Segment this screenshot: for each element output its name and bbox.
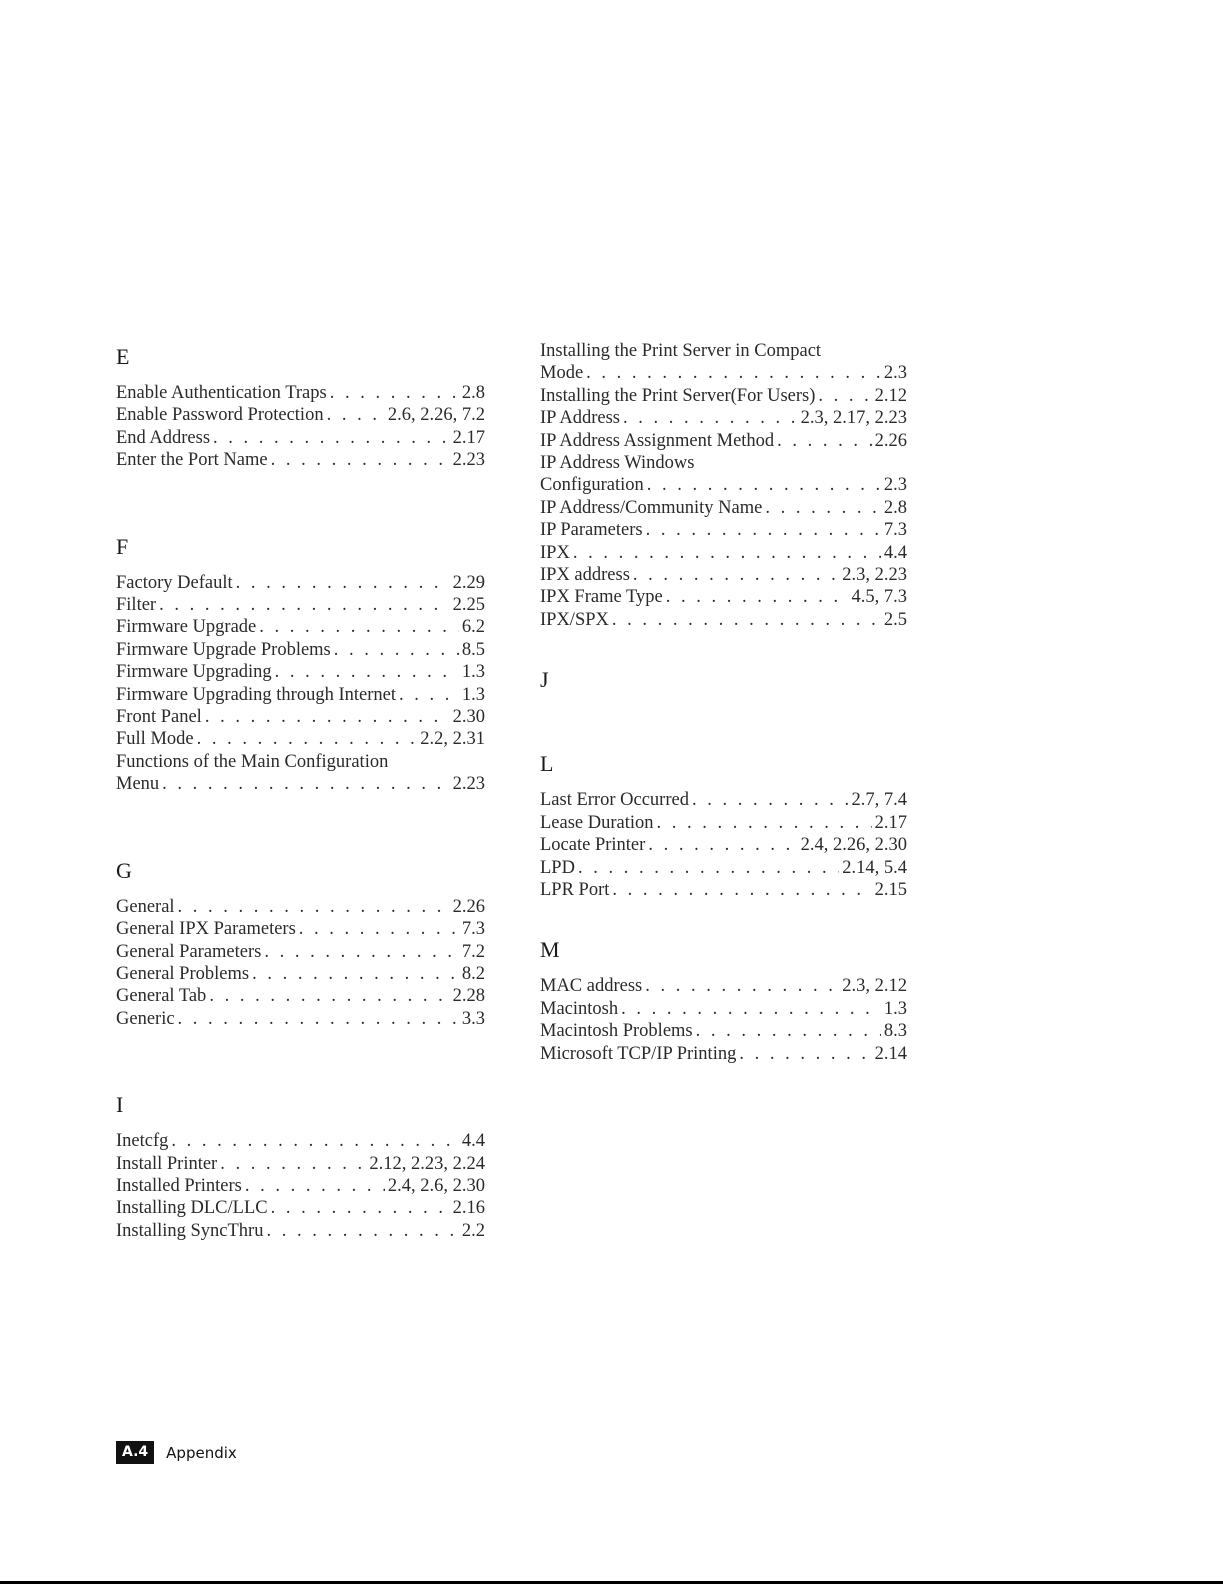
- index-entry-pages: 2.17: [874, 812, 907, 833]
- dot-leader: [818, 385, 871, 407]
- index-entry-line: [116, 616, 485, 638]
- index-entry-term: IP Address: [540, 408, 620, 429]
- index-entry-term: IPX Frame Type: [540, 587, 663, 608]
- index-entry: [116, 1130, 485, 1152]
- index-column-right: [540, 340, 907, 1065]
- dot-leader: [399, 684, 459, 706]
- dot-leader: [162, 773, 449, 795]
- index-entry-text-line: IP Address Windows: [540, 453, 695, 474]
- dot-leader: [696, 1020, 881, 1042]
- dot-leader: [299, 918, 459, 940]
- index-entry-line: [540, 564, 907, 586]
- index-entry-pages: 2.4, 2.26, 2.30: [800, 835, 907, 856]
- index-entry: [540, 998, 907, 1020]
- index-entry: [540, 609, 907, 631]
- index-letter-heading: L: [540, 751, 554, 777]
- index-entry-line: [540, 879, 907, 901]
- index-entry: [540, 430, 907, 452]
- index-letter-heading: G: [116, 857, 132, 883]
- index-entry-pages: 4.5, 7.3: [851, 587, 907, 608]
- index-entry: [116, 594, 485, 616]
- index-entry-pages: 2.5: [883, 609, 907, 630]
- index-entry-term: IP Address/Community Name: [540, 497, 763, 518]
- dot-leader: [213, 427, 450, 449]
- index-entry: [116, 1220, 485, 1242]
- index-entry-line: [116, 1153, 485, 1175]
- index-entry: [116, 449, 485, 471]
- index-entry: [540, 1043, 907, 1065]
- index-entry-pages: 8.2: [461, 963, 485, 984]
- index-entry-term: Configuration: [540, 475, 644, 496]
- index-entry: [540, 586, 907, 608]
- index-entry-term: Macintosh: [540, 998, 619, 1019]
- index-entry-pages: 2.6, 2.26, 7.2: [387, 405, 485, 426]
- dot-leader: [645, 975, 839, 997]
- index-entry-pages: 2.3, 2.23: [842, 565, 907, 586]
- index-entry-line: [540, 812, 907, 834]
- index-entry-pages: 2.28: [452, 986, 485, 1007]
- index-entry-line: [116, 1175, 485, 1197]
- index-entry-term: Firmware Upgrading: [116, 662, 272, 683]
- page-footer: [116, 1441, 237, 1464]
- index-letter-heading: M: [540, 937, 560, 963]
- index-entry-line: [116, 1197, 485, 1219]
- index-entry-term: Installed Printers: [116, 1175, 242, 1196]
- index-entry-term: Last Error Occurred: [540, 790, 689, 811]
- dot-leader: [178, 896, 450, 918]
- index-entry: [116, 404, 485, 426]
- index-entry-term: IPX/SPX: [540, 609, 609, 630]
- dot-leader: [765, 497, 881, 519]
- index-entry-pages: 2.17: [452, 427, 485, 448]
- index-entry-line: [116, 1220, 485, 1242]
- index-entry: [116, 1175, 485, 1197]
- index-entry: [116, 616, 485, 638]
- index-entry-line: [116, 684, 485, 706]
- index-entry: [540, 975, 907, 997]
- index-entry-line: [116, 639, 485, 661]
- index-entry: [116, 1008, 485, 1030]
- index-entry-pages: 7.2: [461, 941, 485, 962]
- dot-leader: [633, 564, 839, 586]
- index-entry-pages: 2.29: [452, 572, 485, 593]
- index-entry-pages: 2.23: [452, 774, 485, 795]
- index-section: [116, 858, 485, 1030]
- index-entry: [116, 661, 485, 683]
- index-entry-line: [540, 542, 907, 564]
- dot-leader: [266, 1220, 458, 1242]
- dot-leader: [159, 594, 450, 616]
- dot-leader: [739, 1043, 871, 1065]
- index-entry-pages: 2.25: [452, 595, 485, 616]
- index-entry: [116, 963, 485, 985]
- index-entry-line: [540, 407, 907, 429]
- index-entry-line: [540, 519, 907, 541]
- index-entry-pages: 2.7, 7.4: [851, 790, 907, 811]
- index-entry-line: [540, 998, 907, 1020]
- dot-leader: [271, 449, 450, 471]
- index-entry-term: Menu: [116, 774, 160, 795]
- dot-leader: [648, 834, 797, 856]
- index-entry-line: [116, 728, 485, 750]
- index-entry-pages: 2.3, 2.17, 2.23: [800, 408, 907, 429]
- index-entry-pages: 1.3: [883, 998, 907, 1019]
- index-entry-line: [540, 362, 907, 384]
- index-entry-line: [116, 918, 485, 940]
- index-entry-pages: 2.23: [452, 450, 485, 471]
- dot-leader: [327, 404, 385, 426]
- index-entry: [540, 834, 907, 856]
- index-entry-text-line: Installing the Print Server in Compact: [540, 341, 822, 361]
- index-entry: [116, 572, 485, 594]
- index-entry-pages: 6.2: [461, 617, 485, 638]
- index-section: [540, 937, 907, 1065]
- dot-leader: [330, 382, 459, 404]
- index-entry-term: Firmware Upgrade: [116, 617, 257, 638]
- index-entry: [116, 706, 485, 728]
- footer-section-title: Appendix: [166, 1443, 237, 1462]
- index-entry-term: IP Parameters: [540, 520, 643, 541]
- index-entry: [540, 1020, 907, 1042]
- index-entry-pages: 2.30: [452, 707, 485, 728]
- index-entry-line: [116, 1008, 485, 1030]
- dot-leader: [777, 430, 871, 452]
- index-entry-line: [540, 1020, 907, 1042]
- dot-leader: [178, 1008, 459, 1030]
- index-entry-line: [116, 985, 485, 1007]
- index-entry-pages: 2.8: [461, 383, 485, 403]
- index-entry: [116, 918, 485, 940]
- index-entry-pages: 2.4, 2.6, 2.30: [387, 1175, 485, 1196]
- index-entry-pages: 2.3: [883, 475, 907, 496]
- dot-leader: [259, 616, 459, 638]
- index-entry-term: Locate Printer: [540, 835, 646, 856]
- index-entry-term: Mode: [540, 363, 584, 384]
- index-entry-pages: 2.12: [874, 385, 907, 406]
- index-entry: [540, 542, 907, 564]
- dot-leader: [692, 789, 849, 811]
- dot-leader: [275, 661, 459, 683]
- index-entry-line: [540, 1043, 907, 1065]
- index-entry-pages: 7.3: [461, 919, 485, 940]
- index-entry: [540, 340, 907, 385]
- index-entry-term: Firmware Upgrade Problems: [116, 639, 331, 660]
- dot-leader: [647, 474, 881, 496]
- dot-leader: [657, 812, 872, 834]
- dot-leader: [271, 1197, 450, 1219]
- dot-leader: [623, 407, 798, 429]
- index-entry: [116, 728, 485, 750]
- index-entry-pages: 2.8: [883, 497, 907, 518]
- dot-leader: [197, 728, 418, 750]
- index-entry: [116, 941, 485, 963]
- index-entry: [540, 789, 907, 811]
- index-entry-pages: 1.3: [461, 662, 485, 683]
- index-entry-term: Lease Duration: [540, 812, 654, 833]
- index-entry-line: [116, 427, 485, 449]
- index-entry-line: [540, 430, 907, 452]
- dot-leader: [236, 572, 450, 594]
- index-entry: [116, 1197, 485, 1219]
- index-entry-line: [116, 661, 485, 683]
- index-entry-pages: 3.3: [461, 1008, 485, 1029]
- dot-leader: [573, 542, 881, 564]
- index-letter-heading: F: [116, 533, 129, 559]
- index-entry-term: General IPX Parameters: [116, 919, 296, 940]
- index-entry: [116, 684, 485, 706]
- index-entry-pages: 2.14, 5.4: [842, 857, 907, 878]
- index-entry: [116, 382, 485, 404]
- index-entry-pages: 2.14: [874, 1043, 907, 1064]
- index-section: [116, 1092, 485, 1242]
- index-entry-term: IPX: [540, 542, 570, 563]
- index-entry-term: General Problems: [116, 963, 250, 984]
- index-section: [540, 751, 907, 901]
- dot-leader: [612, 879, 871, 901]
- dot-leader: [621, 998, 881, 1020]
- index-entry-term: Full Mode: [116, 729, 194, 750]
- index-entry-line: [116, 382, 485, 404]
- dot-leader: [264, 941, 459, 963]
- index-entry-pages: 8.5: [461, 639, 485, 660]
- index-entry-term: Installing SyncThru: [116, 1220, 264, 1241]
- index-entry-term: Factory Default: [116, 572, 233, 593]
- index-entry-term: IPX address: [540, 565, 630, 586]
- index-entry: [116, 427, 485, 449]
- index-entry-term: IP Address Assignment Method: [540, 430, 775, 451]
- index-entry-term: Installing the Print Server(For Users): [540, 385, 816, 406]
- index-entry-pages: 1.3: [461, 684, 485, 705]
- index-entry-term: Enable Password Protection: [116, 405, 324, 426]
- index-entry-line: [540, 857, 907, 879]
- index-column-left: [116, 340, 485, 1242]
- index-entry: [540, 452, 907, 497]
- index-entry-line: [540, 975, 907, 997]
- index-entry-pages: 8.3: [883, 1021, 907, 1042]
- index-entry-term: Microsoft TCP/IP Printing: [540, 1043, 737, 1064]
- index-entry-pages: 4.4: [883, 542, 907, 563]
- index-entry-term: General Tab: [116, 986, 207, 1007]
- index-entry-line: [116, 594, 485, 616]
- index-entry-term: Firmware Upgrading through Internet: [116, 684, 396, 705]
- index-entry-line: [116, 963, 485, 985]
- index-entry-line: [540, 789, 907, 811]
- index-entry-line: [116, 1130, 485, 1152]
- dot-leader: [612, 609, 881, 631]
- index-section: [116, 344, 485, 472]
- index-entry-term: LPR Port: [540, 879, 610, 900]
- index-entry: [116, 896, 485, 918]
- index-entry-term: General: [116, 896, 175, 917]
- index-entry: [540, 564, 907, 586]
- index-entry-text-line: Functions of the Main Configuration: [116, 751, 389, 772]
- index-entry: [540, 407, 907, 429]
- index-entry-line: [540, 385, 907, 407]
- index-entry-term: Generic: [116, 1008, 175, 1029]
- index-entry-line: [540, 474, 907, 496]
- index-entry-term: End Address: [116, 427, 211, 448]
- index-entry-term: Install Printer: [116, 1153, 218, 1174]
- index-entry-line: [116, 572, 485, 594]
- index-entry-term: Enter the Port Name: [116, 450, 268, 471]
- index-entry-pages: 2.26: [874, 430, 907, 451]
- index-entry-term: LPD: [540, 857, 575, 878]
- index-section: [540, 667, 907, 715]
- index-entry: [540, 497, 907, 519]
- index-entry: [116, 751, 485, 796]
- index-letter-heading: E: [116, 344, 130, 369]
- page-number-badge: A.4: [116, 1441, 154, 1464]
- index-entry-term: General Parameters: [116, 941, 262, 962]
- index-entry-line: [540, 834, 907, 856]
- dot-leader: [252, 963, 459, 985]
- index-entry-line: [540, 586, 907, 608]
- index-entry: [540, 857, 907, 879]
- index-entry: [540, 519, 907, 541]
- index-entry: [116, 1153, 485, 1175]
- dot-leader: [334, 639, 459, 661]
- index-entry-term: Macintosh Problems: [540, 1021, 693, 1042]
- index-entry-pages: 2.3, 2.12: [842, 976, 907, 997]
- dot-leader: [666, 586, 849, 608]
- index-entry-line: [116, 404, 485, 426]
- index-entry-pages: 2.2: [461, 1220, 485, 1241]
- index-entry-line: [116, 706, 485, 728]
- index-entry-term: Enable Authentication Traps: [116, 383, 327, 403]
- index-entry-pages: 7.3: [883, 520, 907, 541]
- index-entry-term: Installing DLC/LLC: [116, 1198, 268, 1219]
- index-entry: [540, 812, 907, 834]
- index-entry-pages: 2.2, 2.31: [420, 729, 485, 750]
- index-entry-pages: 2.12, 2.23, 2.24: [369, 1153, 485, 1174]
- index-letter-heading: J: [540, 667, 549, 693]
- dot-leader: [205, 706, 450, 728]
- index-entry: [540, 385, 907, 407]
- index-letter-heading: I: [116, 1092, 124, 1118]
- index-entry-term: Inetcfg: [116, 1131, 169, 1152]
- index-entry-term: Filter: [116, 595, 157, 616]
- dot-leader: [586, 362, 881, 384]
- index-entry-line: [540, 497, 907, 519]
- index-entry-term: MAC address: [540, 976, 643, 997]
- index-entry-line: [540, 609, 907, 631]
- index-entry-pages: 2.15: [874, 879, 907, 900]
- dot-leader: [646, 519, 881, 541]
- index-entry-line: [116, 773, 485, 795]
- dot-leader: [578, 857, 839, 879]
- index-entry-pages: 4.4: [461, 1131, 485, 1152]
- dot-leader: [209, 985, 449, 1007]
- index-entry-term: Front Panel: [116, 707, 202, 728]
- index-entry-pages: 2.26: [452, 896, 485, 917]
- index-entry-line: [116, 896, 485, 918]
- index-section: [540, 340, 907, 631]
- index-entry: [116, 985, 485, 1007]
- index-entry-line: [116, 449, 485, 471]
- index-entry: [116, 639, 485, 661]
- index-entry: [540, 879, 907, 901]
- index-entry-pages: 2.3: [883, 363, 907, 384]
- index-section: [116, 534, 485, 796]
- dot-leader: [245, 1175, 385, 1197]
- index-entry-line: [116, 941, 485, 963]
- dot-leader: [171, 1130, 458, 1152]
- index-entry-pages: 2.16: [452, 1198, 485, 1219]
- dot-leader: [220, 1153, 366, 1175]
